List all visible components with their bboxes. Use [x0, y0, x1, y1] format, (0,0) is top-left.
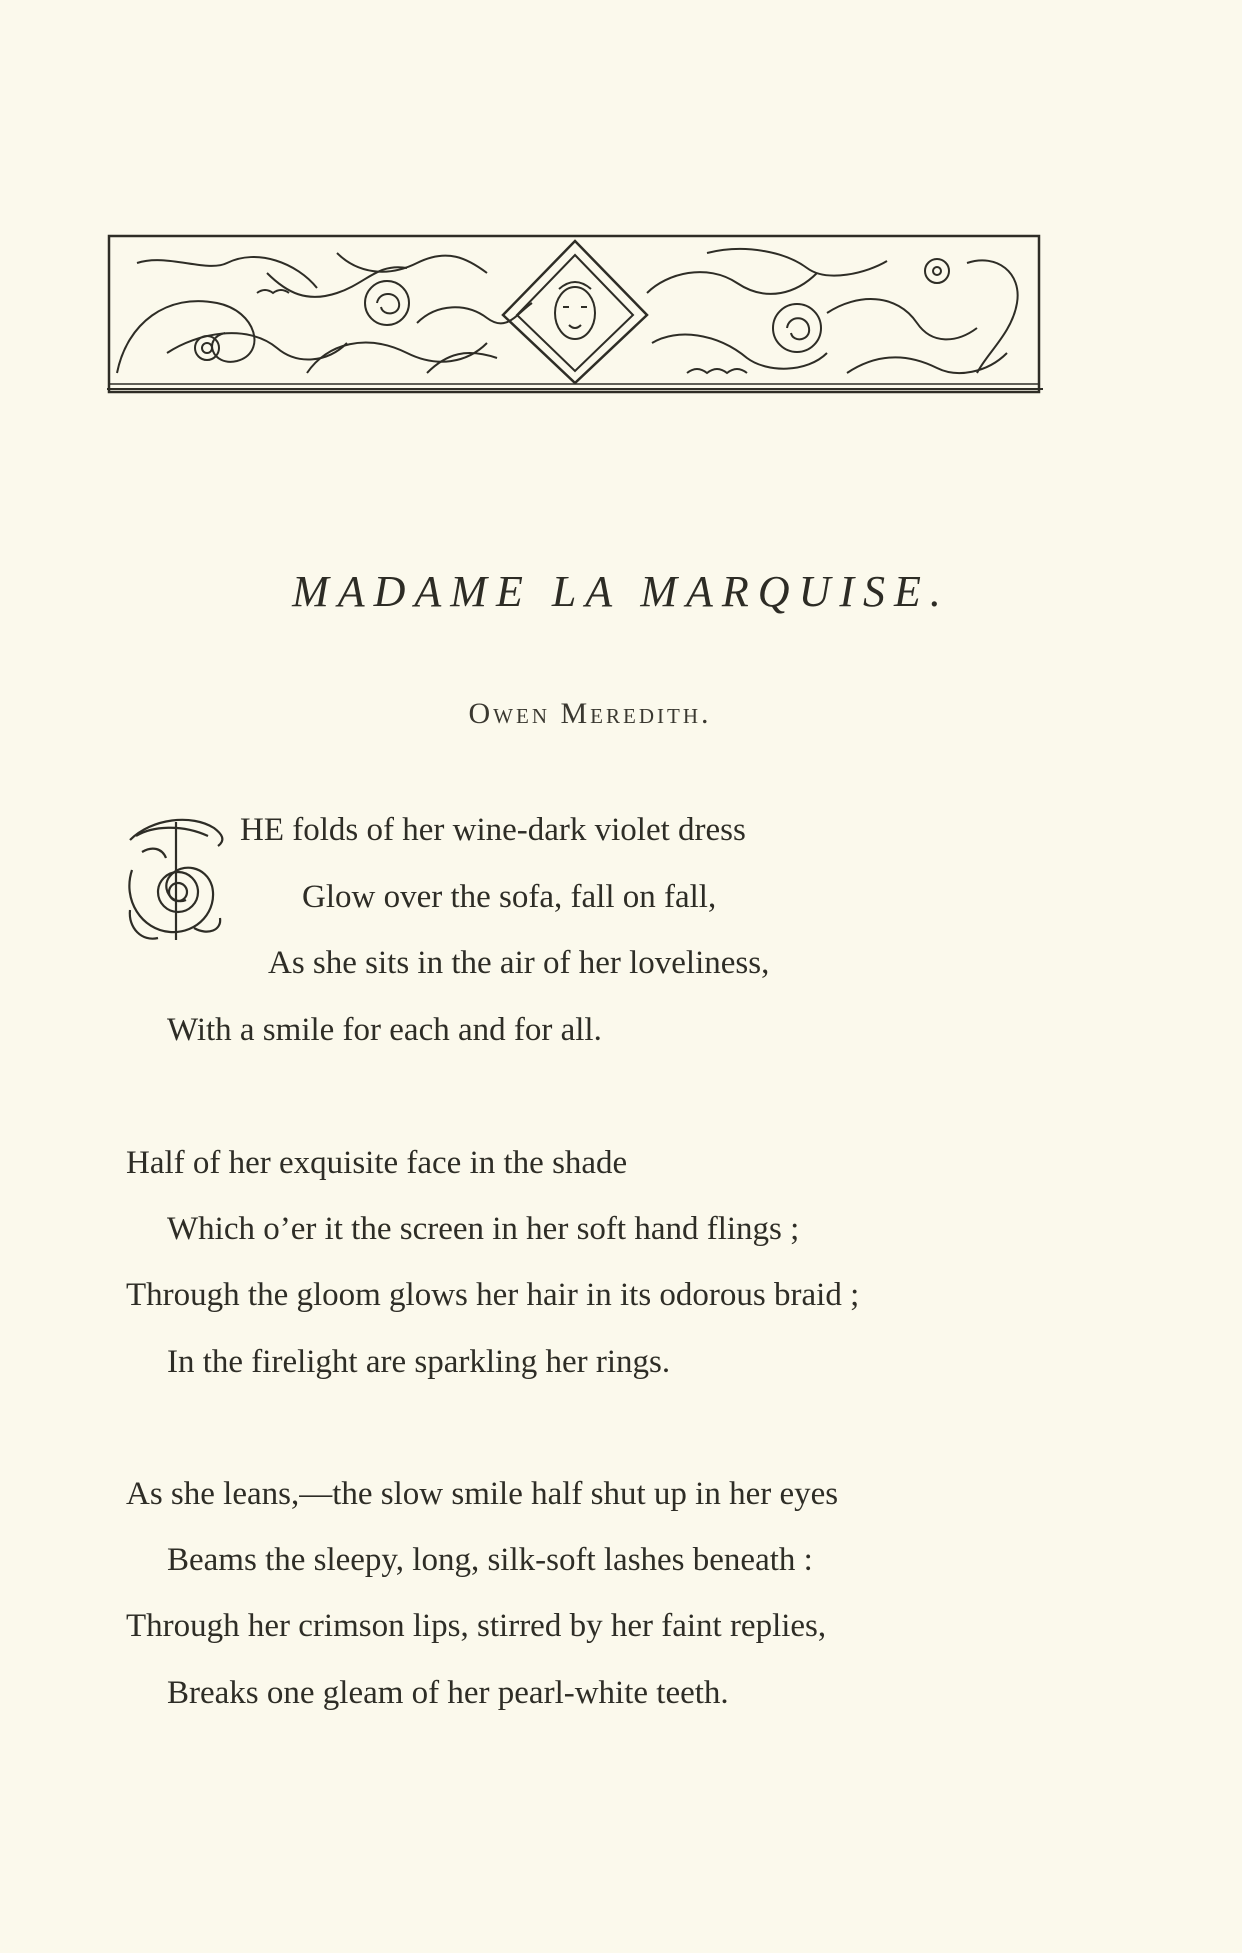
dropcap-letter: T	[176, 808, 177, 809]
stanza-1-line-2: Glow over the sofa, fall on fall,	[302, 879, 717, 915]
stanza-2-line-1: Half of her exquisite face in the shade	[126, 1145, 628, 1181]
stanza-3-line-2: Beams the sleepy, long, silk-soft lashes beneath :	[167, 1542, 813, 1578]
floral-scroll-banner-icon	[107, 233, 1043, 395]
stanza-2-line-2: Which o’er it the screen in her soft hand flings ;	[167, 1211, 800, 1247]
stanza-1-line-1: HE folds of her wine-dark violet dress	[240, 812, 746, 848]
poem-title: MADAME LA MARQUISE.	[292, 567, 950, 616]
stanza-3-line-4: Breaks one gleam of her pearl-white teeth.	[167, 1675, 729, 1711]
stanza-3-line-3: Through her crimson lips, stirred by her faint replies,	[126, 1608, 827, 1644]
ornamental-dropcap-icon	[122, 810, 230, 952]
stanza-1-line-4: With a smile for each and for all.	[167, 1012, 602, 1048]
poem-author: Owen Meredith.	[468, 697, 712, 730]
stanza-2-line-3: Through the gloom glows her hair in its odorous braid ;	[126, 1277, 860, 1313]
stanza-1-line-3: As she sits in the air of her loveliness,	[268, 945, 770, 981]
stanza-2-line-4: In the firelight are sparkling her rings.	[167, 1344, 671, 1380]
stanza-3-line-1: As she leans,—the slow smile half shut up in her eyes	[126, 1476, 839, 1512]
